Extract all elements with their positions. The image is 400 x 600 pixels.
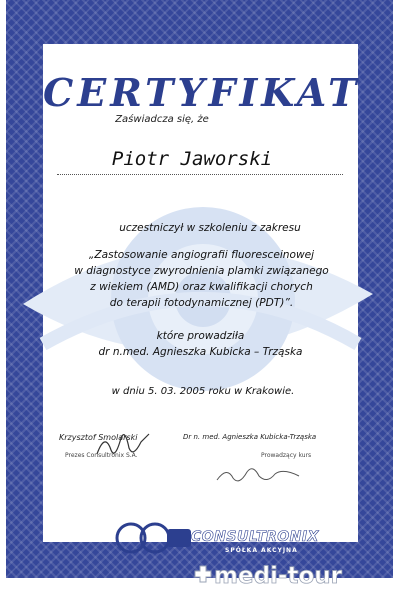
course-line: w diagnostyce zwyrodnienia plamki związanego — [74, 265, 329, 277]
certificate-title: CERTYFIKAT — [43, 70, 361, 115]
consultronix-logo-icon — [113, 520, 193, 556]
right-signature — [213, 462, 303, 488]
participated-text: uczestniczył w szkoleniu z zakresu — [119, 222, 301, 234]
led-by-text: które prowadziła — [156, 330, 245, 342]
recipient-name: Piotr Jaworski — [111, 148, 273, 170]
left-signatory-name: Krzysztof Smolarski — [59, 433, 138, 442]
lecturer-name: dr n.med. Agnieszka Kubicka – Trząska — [98, 346, 303, 358]
brand-name: CONSULTRONIX — [191, 529, 319, 545]
brand-subtitle: SPÓŁKA AKCYJNA — [225, 547, 298, 554]
name-underline — [57, 174, 343, 176]
certifies-text: Zaświadcza się, że — [115, 114, 209, 125]
course-line: „Zastosowanie angiografii fluoresceinowej — [88, 249, 315, 261]
course-line: do terapii fotodynamicznej (PDT)”. — [109, 297, 294, 309]
right-signatory-name: Dr n. med. Agnieszka Kubicka-Trząska — [183, 433, 317, 441]
course-description — [49, 247, 354, 311]
date-location: w dniu 5. 03. 2005 roku w Krakowie. — [111, 386, 295, 397]
left-signatory-title: Prezes Consultronix S.A. — [65, 452, 138, 459]
course-line: z wiekiem (AMD) oraz kwalifikacji chorych — [90, 281, 313, 293]
medi-tour-watermark: medi-tour — [214, 563, 342, 589]
certificate-body — [43, 44, 361, 554]
right-signatory-title: Prowadzący kurs — [261, 452, 312, 459]
medi-tour-cross-icon — [194, 565, 212, 583]
